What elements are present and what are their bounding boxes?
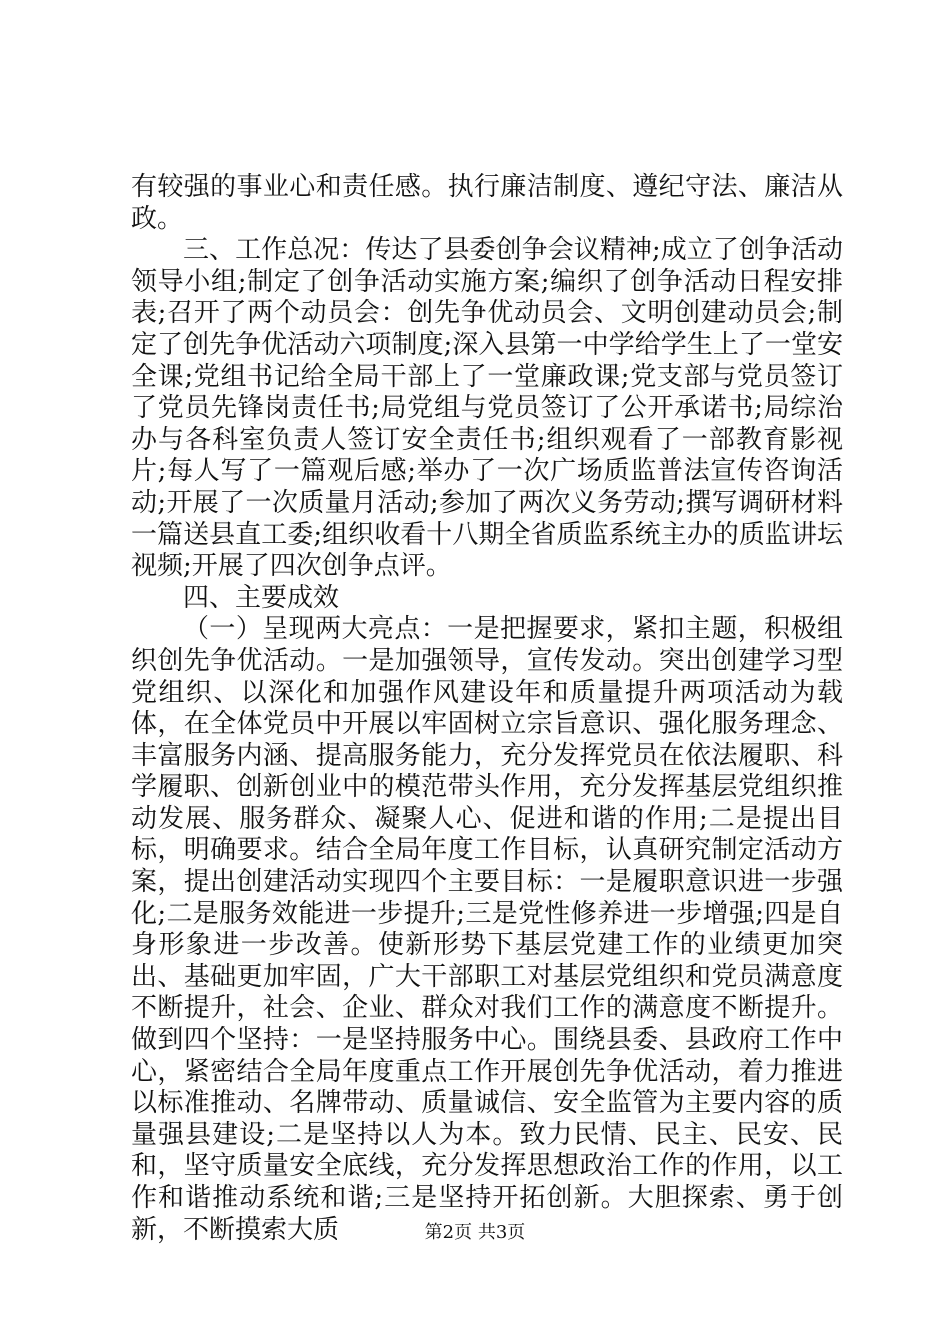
- paragraph-1: 有较强的事业心和责任感。执行廉洁制度、遵纪守法、廉洁从政。: [131, 172, 843, 234]
- paragraph-highlights: （一）呈现两大亮点：一是把握要求，紧扣主题，积极组织创先争优活动。一是加强领导，宣传发动。突出创建学习型党组织、以深化和加强作风建设年和质量提升两项活动为载体，在全体党员中开展以牢固树立宗旨意识、强化服务理念、丰富服务内涵、提高服务能力，充分发挥党员在依法履职、科学履职、创新创业中的模范带头作用，充分发挥基层党组织推动发展、服务群众、凝聚人心、促进和谐的作用;二是提出目标，明确要求。结合全局年度工作目标，认真研究制定活动方案，提出创建活动实现四个主要目标：一是履职意识进一步强化;二是服务效能进一步提升;三是党性修养进一步增强;四是自身形象进一步改善。使新形势下基层党建工作的业绩更加突出、基础更加牢固，广大干部职工对基层党组织和党员满意度不断提升，社会、企业、群众对我们工作的满意度不断提升。做到四个坚持：一是坚持服务中心。围绕县委、县政府工作中心，紧密结合全局年度重点工作开展创先争优活动，着力推进以标准推动、名牌带动、质量诚信、安全监管为主要内容的质量强县建设;二是坚持以人为本。致力民情、民主、民安、民和，坚守质量安全底线，充分发挥思想政治工作的作用，以工作和谐推动系统和谐;三是坚持开拓创新。大胆探索、勇于创新，不断摸索大质: [131, 614, 843, 1245]
- paragraph-work-overview: 三、工作总况：传达了县委创争会议精神;成立了创争活动领导小组;制定了创争活动实施方案;编织了创争活动日程安排表;召开了两个动员会：创先争优动员会、文明创建动员会;制定了创先争优活动六项制度;深入县第一中学给学生上了一堂安全课;党组书记给全局干部上了一堂廉政课;党支部与党员签订了党员先锋岗责任书;局党组与党员签订了公开承诺书;局综治办与各科室负责人签订安全责任书;组织观看了一部教育影视片;每人写了一篇观后感;举办了一次广场质监普法宣传咨询活动;开展了一次质量月活动;参加了两次义务劳动;撰写调研材料一篇送县直工委;组织收看十八期全省质监系统主办的质监讲坛视频;开展了四次创争点评。: [131, 235, 843, 582]
- document-body: [131, 172, 843, 1246]
- section-heading-main-results: 四、主要成效: [183, 582, 340, 613]
- page-footer: 第2页 共3页: [424, 1222, 526, 1243]
